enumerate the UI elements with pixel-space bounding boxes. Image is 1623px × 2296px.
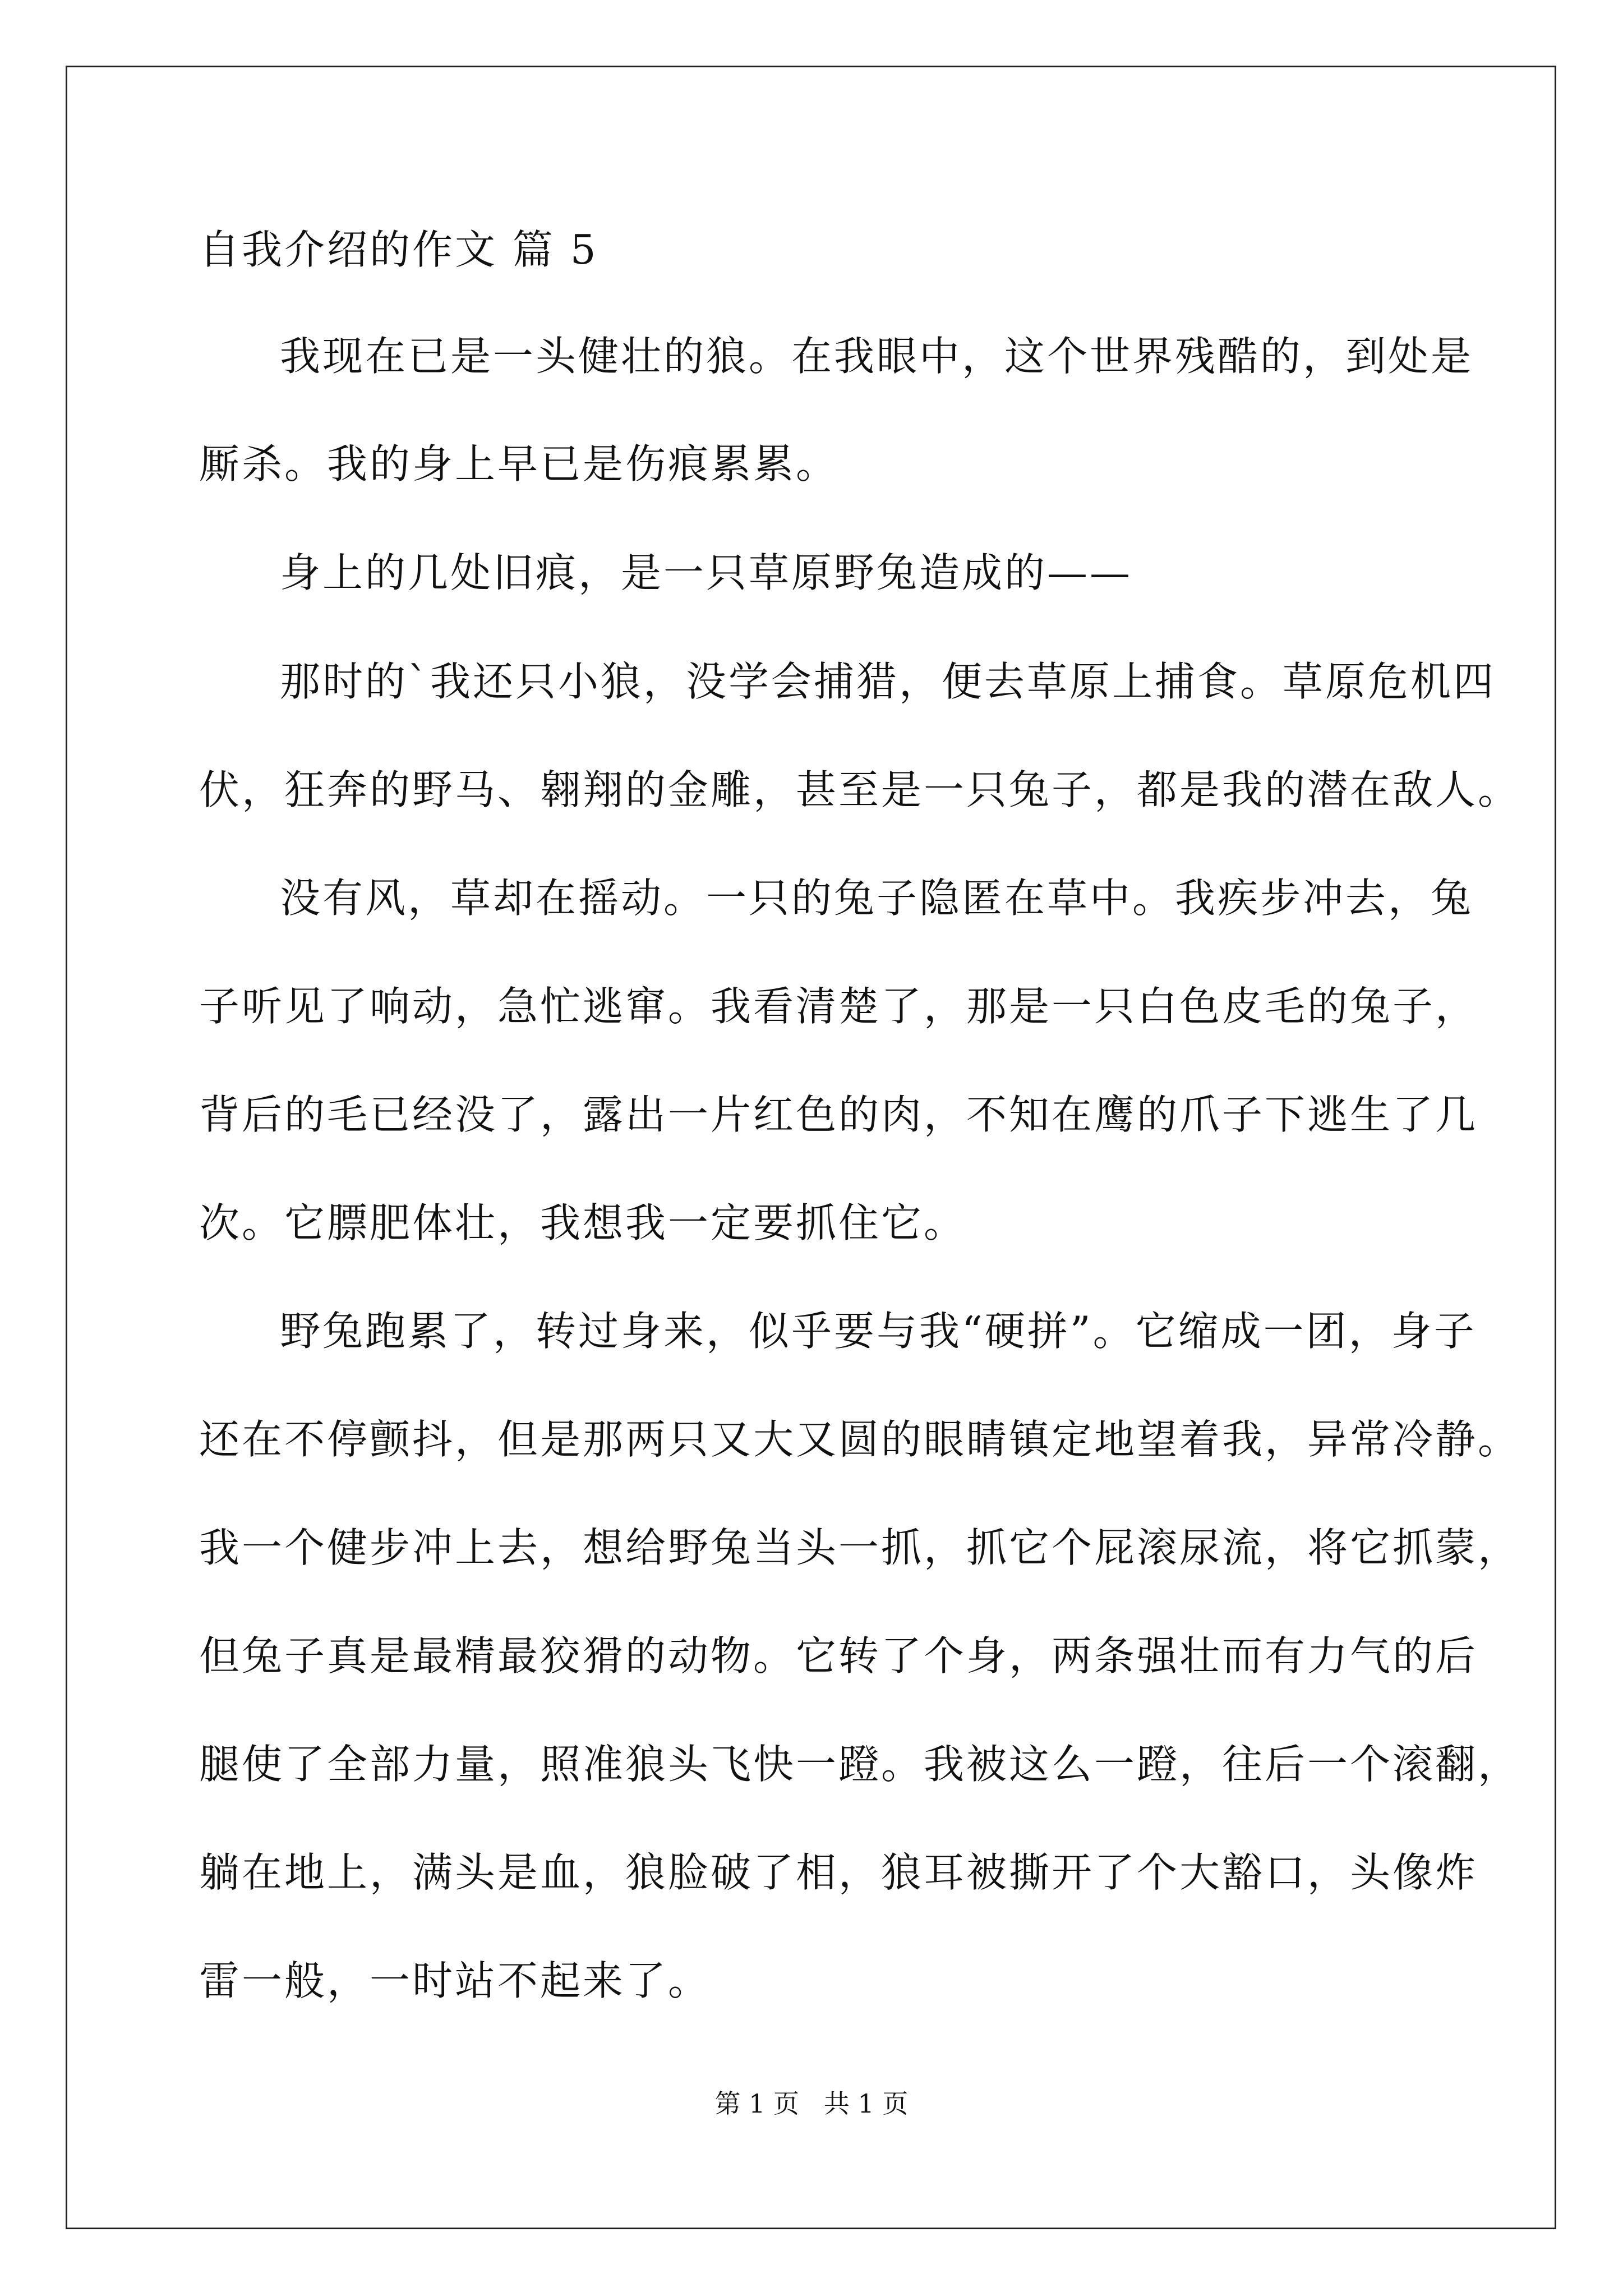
paragraph-line: 那时的`我还只小狼，没学会捕猎，便去草原上捕食。草原危机四 — [280, 658, 1496, 705]
paragraph-line: 但兔子真是最精最狡猾的动物。它转了个身，两条强壮而有力气的后 — [199, 1632, 1478, 1680]
document-title: 自我介绍的作文 篇 5 — [199, 226, 598, 273]
paragraph-line: 躺在地上，满头是血，狼脸破了相，狼耳被撕开了个大豁口，头像炸 — [199, 1849, 1478, 1896]
page-footer: 第 1 页 共 1 页 — [714, 2088, 909, 2119]
paragraph-line: 我现在已是一头健壮的狼。在我眼中，这个世界残酷的，到处是 — [280, 333, 1474, 380]
paragraph-line: 野兔跑累了，转过身来，似乎要与我“硬拼”。它缩成一团，身子 — [280, 1308, 1477, 1355]
paragraph-line: 我一个健步冲上去，想给野兔当头一抓，抓它个屁滚尿流，将它抓蒙， — [199, 1524, 1521, 1571]
paragraph-line: 背后的毛已经没了，露出一片红色的肉，不知在鹰的爪子下逃生了几 — [199, 1091, 1478, 1138]
paragraph-line: 雷一般，一时站不起来了。 — [199, 1957, 711, 2004]
page-border — [66, 66, 1556, 2229]
paragraph-line: 伏，狂奔的野马、翱翔的金雕，甚至是一只兔子，都是我的潜在敌人。 — [199, 766, 1521, 813]
paragraph-line: 厮杀。我的身上早已是伤痕累累。 — [199, 440, 839, 487]
paragraph-line: 腿使了全部力量，照准狼头飞快一蹬。我被这么一蹬，往后一个滚翻， — [199, 1741, 1521, 1788]
paragraph-line: 子听见了响动，急忙逃窜。我看清楚了，那是一只白色皮毛的兔子， — [199, 983, 1478, 1030]
paragraph-line: 次。它膘肥体壮，我想我一定要抓住它。 — [199, 1199, 967, 1246]
paragraph-line: 没有风，草却在摇动。一只的兔子隐匿在草中。我疾步冲去，兔 — [280, 875, 1474, 922]
paragraph-line: 还在不停颤抖，但是那两只又大又圆的眼睛镇定地望着我，异常冷静。 — [199, 1416, 1521, 1463]
paragraph-line: 身上的几处旧痕，是一只草原野兔造成的—— — [280, 549, 1133, 596]
